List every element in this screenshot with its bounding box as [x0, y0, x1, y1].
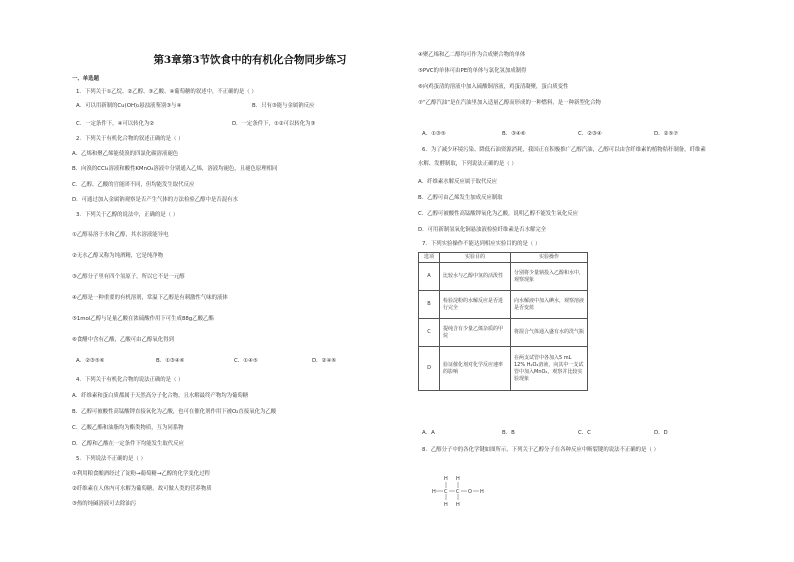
text-line: D．一定条件下，①②可以转化为③: [232, 121, 316, 127]
text-line: A．②③⑤⑥: [76, 358, 105, 364]
text-line: ③乙醇分子里有四个氢原子，所以它不是一元醇: [72, 274, 185, 280]
table-row: [419, 291, 588, 319]
page-title: 第3章第3节饮食中的有机化合物同步练习: [153, 54, 347, 66]
text-line: B．向溴的CCl₄溶液和酸性KMnO₄溶液中分别通入乙烯，溶液均褪色，且褪色原理相同: [72, 166, 278, 172]
table-cell: 向水解液中加入碘水，观察溶液是否变蓝: [511, 291, 588, 319]
svg-text:C: C: [444, 489, 448, 495]
svg-text:C: C: [456, 489, 460, 495]
text-line: B．只有③能与金属钠反应: [252, 103, 315, 109]
text-line: ③热的纯碱溶液可去除油污: [72, 501, 137, 507]
text-line: ⑥向鸡蛋清的溶液中加入硫酸铜溶液，鸡蛋清凝聚，蛋白质变性: [418, 84, 569, 90]
text-line: C．乙醇、乙酸的官能团不同，但均能发生取代反应: [72, 182, 195, 188]
text-line: 7．下列实验操作不能达到相应实验目的的是（ ）: [422, 241, 541, 247]
text-line: A．A: [422, 430, 435, 436]
text-line: 1．下列关于①乙烷、②乙醇、③乙酸、④葡萄糖的叙述中，不正确的是（ ）: [76, 89, 257, 95]
text-line: ⑤1mol乙醇与足量乙酸在浓硫酸作用下可生成88g乙酸乙酯: [72, 316, 214, 322]
text-line: C．①④⑤: [234, 358, 258, 364]
text-line: B．B: [502, 430, 515, 436]
table-header-row: [419, 253, 588, 263]
table-row: [419, 263, 588, 291]
svg-text:H: H: [444, 476, 448, 482]
text-line: A．①③⑤: [422, 131, 446, 137]
svg-text:H: H: [480, 489, 484, 495]
text-line: D．可通过加入金属钠观察是否产生气体的方法检验乙醇中是否混有水: [72, 197, 238, 203]
text-line: D．乙醇和乙酸在一定条件下均能发生取代反应: [72, 441, 184, 447]
table-cell: D: [419, 347, 440, 391]
table-header: 实验目的: [440, 253, 511, 263]
table-cell: 提纯含有少量乙烯杂质的甲烷: [440, 319, 511, 347]
svg-text:H: H: [432, 489, 436, 495]
text-line: ⑤PVC的单体可由PE的单体与氯化氢加成制得: [418, 68, 527, 74]
text-line: 5．下列说法不正确的是（ ）: [76, 456, 146, 462]
text-line: D．②⑤⑦: [654, 131, 679, 137]
text-line: B．乙醇可被酸性高锰酸钾直接氧化为乙酸，也可在催化剂作用下被O₂直接氧化为乙酸: [72, 409, 277, 415]
text-line: C．一定条件下，④可以转化为②: [76, 121, 155, 127]
table-header: 实验操作: [511, 253, 588, 263]
text-line: B．③④⑥: [502, 131, 526, 137]
table-cell: 将混合气体通入盛有水的洗气瓶: [511, 319, 588, 347]
table-cell: 验证催化剂对化学反应速率的影响: [440, 347, 511, 391]
table-cell: C: [419, 319, 440, 347]
table-row: [419, 319, 588, 347]
text-line: D．D: [654, 430, 668, 436]
text-line: A．乙烯和聚乙烯能使溴的四氯化碳溶液褪色: [72, 151, 179, 157]
text-line: A．可以用新制的Cu(OH)₂悬浊液鉴别③与④: [76, 103, 182, 109]
text-line: 水解、发酵制取，下列说法正确的是（ ）: [418, 161, 517, 167]
text-line: ④乙醇是一种重要的有机溶剂，常温下乙醇是有刺激性气味的液体: [72, 295, 228, 301]
text-line: ⑦“乙醇汽油”是在汽油里加入适量乙醇而形成的一种燃料，是一种新型化合物: [418, 100, 601, 106]
table-cell: 比较水与乙醇中氢的活泼性: [440, 263, 511, 291]
text-line: C．C: [578, 430, 591, 436]
text-line: ②纤维素在人体内可水解为葡萄糖，故可做人类的营养物质: [72, 486, 212, 492]
svg-text:H: H: [444, 502, 448, 508]
svg-text:H: H: [456, 502, 460, 508]
text-line: C．②③④: [578, 131, 602, 137]
table-cell: 在两支试管中各加入5 mL 12% H₂O₂溶液，向其中一支试管中加入MnO₂，观察并比较实验现象: [511, 347, 588, 391]
text-line: ①利用粮食酿酒经过了淀粉→葡萄糖→乙醇的化学变化过程: [72, 471, 210, 477]
table-cell: 分别将少量钠投入乙醇和水中，观察现象: [511, 263, 588, 291]
text-line: ④聚乙烯和乙二醇均可作为合成聚合物的单体: [418, 52, 526, 58]
text-line: ①乙醇易溶于水和乙醇，其水溶液能导电: [72, 232, 169, 238]
text-line: 8．乙醇分子中的各化学键如图所示，下列关于乙醇分子在各种反应中断裂键的说法不正确的是（ ）: [422, 447, 659, 453]
svg-text:H: H: [456, 476, 460, 482]
text-line: B．乙醇可由乙烯发生加成反应制取: [418, 195, 503, 201]
text-line: C．乙酸乙酯和油脂均为酯类物质，互为同系物: [72, 425, 184, 431]
table-cell: A: [419, 263, 440, 291]
text-line: A．纤维素水解反应属于取代反应: [418, 179, 498, 185]
text-line: C．乙醇可被酸性高锰酸钾氧化为乙酸，说明乙醇不能发生氧化反应: [418, 211, 579, 217]
svg-text:O: O: [468, 489, 472, 495]
text-line: 2．下列关于有机化合物的叙述正确的是（ ）: [76, 136, 184, 142]
table-header: 选项: [419, 253, 440, 263]
table-cell: 检验淀粉的水解反应是否进行完全: [440, 291, 511, 319]
text-line: ②无水乙醇又称为纯酒精，它是纯净物: [72, 253, 164, 259]
text-line: 4．下列关于有机化合物的说法正确的是（ ）: [76, 377, 184, 383]
experiment-table: [418, 252, 588, 391]
text-line: D．可用新制氢氧化铜悬浊液检验纤维素是否水解完全: [418, 227, 547, 233]
text-line: A．纤维素和蛋白质都属于天然高分子化合物，且水解最终产物均为葡萄糖: [72, 393, 249, 399]
text-line: B．①③④⑥: [156, 358, 185, 364]
table-cell: B: [419, 291, 440, 319]
text-line: 一、单选题: [72, 76, 99, 82]
text-line: ⑥食醋中含有乙酸，乙酸可由乙醇氧化得到: [72, 337, 174, 343]
text-line: 6．为了减少环境污染、降低石油资源消耗，我国正在积极推广乙醇汽油，乙醇可以由含纤维素的植物秸秆制备，纤维素: [422, 147, 706, 153]
text-line: D．②④⑥: [312, 358, 337, 364]
ethanol-structure-diagram: [430, 472, 500, 512]
text-line: 3．下列关于乙醇的说法中，正确的是（ ）: [76, 212, 179, 218]
table-row: [419, 347, 588, 391]
